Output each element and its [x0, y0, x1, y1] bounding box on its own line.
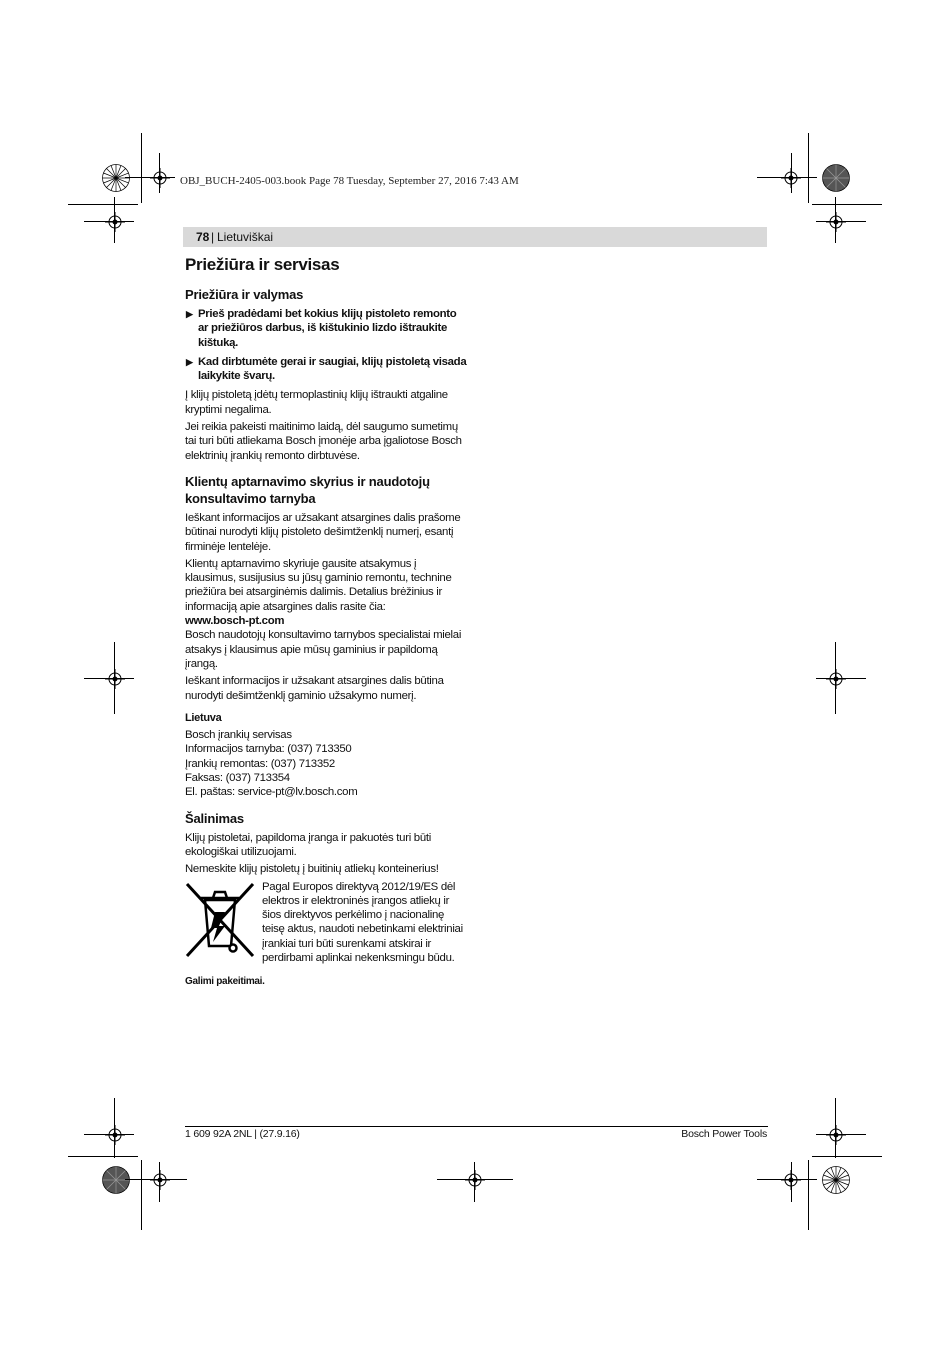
crosshair-icon [105, 1125, 125, 1145]
crosshair-icon [826, 669, 846, 689]
section-heading-disposal: Šalinimas [185, 810, 244, 826]
contact-line: Faksas: (037) 713354 [185, 772, 290, 785]
contact-line: Informacijos tarnyba: (037) 713350 [185, 743, 352, 756]
registration-star-icon [102, 1166, 130, 1194]
crosshair-icon [105, 212, 125, 232]
safety-bullet [185, 355, 467, 384]
trim-line [808, 133, 809, 203]
section-heading-maintenance: Priežiūra ir valymas [185, 287, 304, 302]
trim-line [68, 204, 138, 205]
paragraph: Nemeskite klijų pistoletų į buitinių atliekų konteinerius! [185, 863, 439, 876]
page-header-bar [183, 227, 767, 247]
section-heading-customer-service: Klientų aptarnavimo skyrius ir naudotojų konsultavimo tarnyba [185, 473, 430, 506]
trim-line [812, 204, 882, 205]
book-print-info: OBJ_BUCH-2405-003.book Page 78 Tuesday, September 27, 2016 7:43 AM [180, 175, 519, 187]
website-link[interactable]: www.bosch-pt.com [185, 615, 285, 628]
main-content-column [185, 250, 467, 990]
paragraph: Bosch naudotojų konsultavimo tarnybos specialistai mielai atsakys į klausimus apie mūsų gaminius ir papildomą įrangą. [185, 629, 462, 670]
safety-bullet [185, 307, 467, 350]
contact-line: Bosch įrankių servisas [185, 729, 292, 742]
register-line [84, 221, 134, 222]
register-line [125, 1179, 187, 1180]
register-line [816, 1134, 866, 1135]
footer-rule [185, 1126, 768, 1127]
register-line [84, 678, 134, 679]
page-title: Priežiūra ir servisas [185, 255, 340, 274]
register-line [114, 642, 115, 714]
header-separator: | [211, 230, 215, 244]
contact-line: Įrankių remontas: (037) 713352 [185, 757, 335, 770]
register-line [816, 221, 866, 222]
bullet-arrow-icon: ▶ [186, 356, 193, 367]
paragraph: Klijų pistoletai, papildoma įranga ir pakuotės turi būti ekologiškai utilizuojami. [185, 831, 431, 858]
paragraph: Į klijų pistoletą įdėtų termoplastinių klijų ištraukti atgaline kryptimi negalima. [185, 389, 448, 416]
registration-star-icon [822, 1166, 850, 1194]
trim-line [141, 1160, 142, 1230]
register-line [474, 1162, 475, 1202]
register-line [159, 1162, 160, 1202]
country-heading: Lietuva [185, 711, 222, 724]
register-line [437, 1179, 513, 1180]
trim-line [812, 1156, 882, 1157]
footer-brand: Bosch Power Tools [681, 1128, 767, 1140]
paragraph: Klientų aptarnavimo skyriuje gausite atsakymus į klausimus, susijusius su jūsų gaminio remontu, technine priežiūra bei atsarginėmis dalimis. Detalius brėžinius ir informaciją apie atsargines dalis rasite čia: [185, 557, 452, 613]
register-line [757, 1179, 817, 1180]
register-line [114, 1098, 115, 1158]
register-line [835, 197, 836, 243]
register-line [84, 1134, 134, 1135]
trim-line [808, 1160, 809, 1230]
bullet-arrow-icon: ▶ [186, 309, 193, 319]
contact-email[interactable]: El. paštas: service-pt@lv.bosch.com [185, 786, 358, 799]
register-line [791, 1162, 792, 1202]
register-line [757, 177, 817, 178]
register-line [125, 177, 175, 178]
register-line [791, 153, 792, 193]
registration-star-icon [822, 164, 850, 192]
paragraph: Jei reikia pakeisti maitinimo laidą, dėl saugumo sumetimų tai turi būti atliekama Bosch įmonėje arba įgaliotose Bosch elektrinių įrankių remonto dirbtuvėse. [185, 421, 462, 462]
register-line [835, 1098, 836, 1158]
changes-note: Galimi pakeitimai. [185, 976, 265, 988]
crosshair-icon [465, 1170, 485, 1190]
bullet-text: Kad dirbtumėte gerai ir saugiai, klijų pistoletą visada laikykite švarų. [198, 355, 467, 383]
page-number: 78 [196, 230, 210, 244]
paragraph: Ieškant informacijos ar užsakant atsargines dalis prašome būtinai nurodyti klijų pistoleto dešimtženklį numerį, esantį firminėje lentelėje. [185, 511, 461, 553]
crosshair-icon [826, 1125, 846, 1145]
crossed-out-wheelie-bin-icon [185, 882, 255, 958]
trim-line [141, 133, 142, 203]
bullet-text: Prieš pradėdami bet kokius klijų pistoleto remonto ar priežiūros darbus, iš kištukinio lizdo ištraukite kištuką. [198, 308, 457, 349]
crosshair-icon [826, 212, 846, 232]
crosshair-icon [150, 168, 170, 188]
register-line [816, 678, 866, 679]
crosshair-icon [105, 669, 125, 689]
register-line [159, 153, 160, 193]
header-language: Lietuviškai [217, 230, 274, 244]
crosshair-icon [150, 1170, 170, 1190]
weee-notice [185, 880, 467, 966]
registration-star-icon [102, 164, 130, 192]
register-line [114, 197, 115, 243]
footer-document-number: 1 609 92A 2NL | (27.9.16) [185, 1128, 300, 1140]
register-line [835, 642, 836, 714]
weee-text: Pagal Europos direktyvą 2012/19/ES dėl elektros ir elektroninės įrangos atliekų ir šios direktyvos perkėlimo į nacionalinę teisę aktus, naudoti nebetinkami elektriniai įrankiai turi būti surenkami atskirai ir perdirbami aplinkai nekenksmingu būdu. [262, 880, 463, 964]
paragraph: Ieškant informacijos ir užsakant atsargines dalis būtina nurodyti dešimtženklį gaminio užsakymo numerį. [185, 675, 444, 702]
trim-line [68, 1156, 138, 1157]
